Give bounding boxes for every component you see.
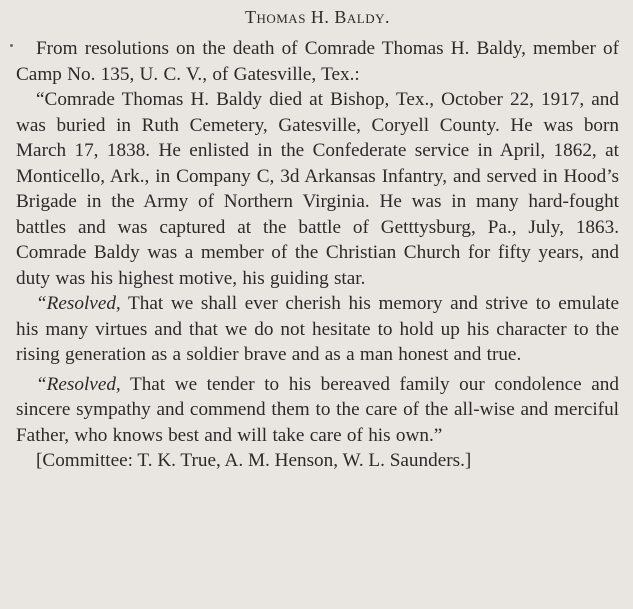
resolution-paragraph-2 <box>16 372 619 449</box>
resolution-paragraph-1 <box>16 291 619 368</box>
article-title: Thomas H. Baldy. <box>244 7 391 27</box>
resolved-label-2: “Resolved, <box>36 373 121 395</box>
resolved-label-1: “Resolved, <box>36 293 121 314</box>
print-speck <box>10 44 13 47</box>
body-paragraph: “Comrade Thomas H. Baldy died at Bishop, Tex., October 22, 1917, and was buried in Ruth Cemetery, Gatesville, Coryell County. He was born March 17, 1838. He enlisted in the Confederate service in April, 1862, at Monticello, Ark., in Company C, 3d Arkansas Infantry, and served in Hood’s Brigade in the Army of Northern Virginia. He was in many hard-fought battles and was captured at the battle of Getttysburg, Pa., July, 1863. Comrade Baldy was a member of the Christian Church for fifty years, and duty was his highest motive, his guiding star. <box>16 89 619 289</box>
resolution-text-2: That we tender to his bereaved family our condolence and sincere sympathy and commend them to the care of the all-wise and merciful Father, who knows best and will take care of his own.” <box>16 373 619 446</box>
committee-line: [Committee: T. K. True, A. M. Henson, W. L. Saunders.] <box>36 450 472 471</box>
intro-paragraph: From resolutions on the death of Comrade Thomas H. Baldy, member of Camp No. 135, U. C. V., of Gatesville, Tex.: <box>16 38 619 85</box>
resolution-text-1: That we shall ever cherish his memory and strive to emulate his many virtues and that we do not hesitate to hold up his character to the rising generation as a soldier brave and as a man honest and true. <box>16 293 619 365</box>
